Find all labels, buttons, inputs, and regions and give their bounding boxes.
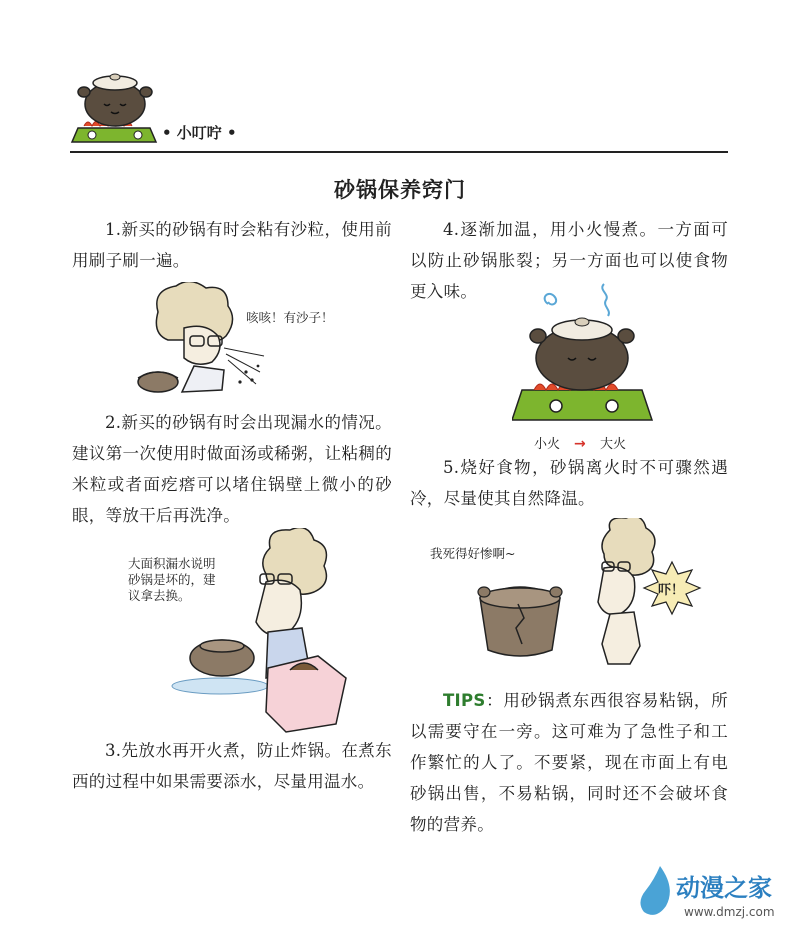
coughing-person-illustration — [128, 282, 378, 400]
pot-on-stove-illustration — [512, 278, 662, 454]
mascot-pot-icon — [70, 70, 160, 145]
heat-arrow: → — [574, 436, 586, 452]
cough-speech: 咳咳！有沙子！ — [246, 310, 334, 325]
high-heat-label: 大火 — [600, 437, 627, 452]
leaking-pot-illustration — [120, 528, 360, 733]
shock-exclamation: 吓！ — [658, 583, 685, 598]
watermark-url: www.dmzj.com — [684, 905, 775, 919]
watermark-brand: 动漫之家 — [676, 874, 772, 902]
tip-4-text: 4.逐渐加温，用小火慢煮。一方面可以防止砂锅胀裂；另一方面也可以使食物更入味。 — [410, 220, 728, 301]
page-title: 砂锅保养窍门 — [334, 178, 466, 202]
low-heat-label: 小火 — [534, 437, 561, 452]
tip-1-text: 1.新买的砂锅有时会粘有沙粒，使用前用刷子刷一遍。 — [72, 220, 392, 270]
leak-speech-line-2: 砂锅是坏的，建 — [128, 572, 216, 587]
tip-2-text: 2.新买的砂锅有时会出现漏水的情况。建议第一次使用时做面汤或稀粥，让粘稠的米粒或者面疙瘩可以堵住锅壁上微小的砂眼，等放干后再洗净。 — [72, 413, 392, 525]
tips-label: TIPS — [443, 691, 486, 710]
tip-5-text: 5.烧好食物，砂锅离火时不可骤然遇冷，尽量使其自然降温。 — [410, 458, 728, 508]
dmzj-watermark — [640, 862, 800, 924]
header-divider — [70, 151, 728, 153]
droplet-logo-icon — [640, 866, 669, 915]
tip-3-text: 3.先放水再开火煮，防止炸锅。在煮东西的过程中如果需要添水，尽量用温水。 — [72, 741, 392, 791]
section-tag: • 小叮咛 • — [162, 124, 237, 142]
leak-speech-line-1: 大面积漏水说明 — [128, 556, 216, 571]
pot-speech: 我死得好惨啊~ — [430, 546, 516, 561]
tips-body: ：用砂锅煮东西很容易粘锅，所以需要守在一旁。这可难为了急性子和工作繁忙的人了。不要紧，现在市面上有电砂锅出售，不易粘锅，同时还不会破坏食物的营养。 — [410, 691, 728, 834]
tips-text — [410, 685, 728, 840]
cracked-pot-illustration — [426, 518, 706, 666]
leak-speech-line-3: 议拿去换。 — [128, 588, 191, 603]
